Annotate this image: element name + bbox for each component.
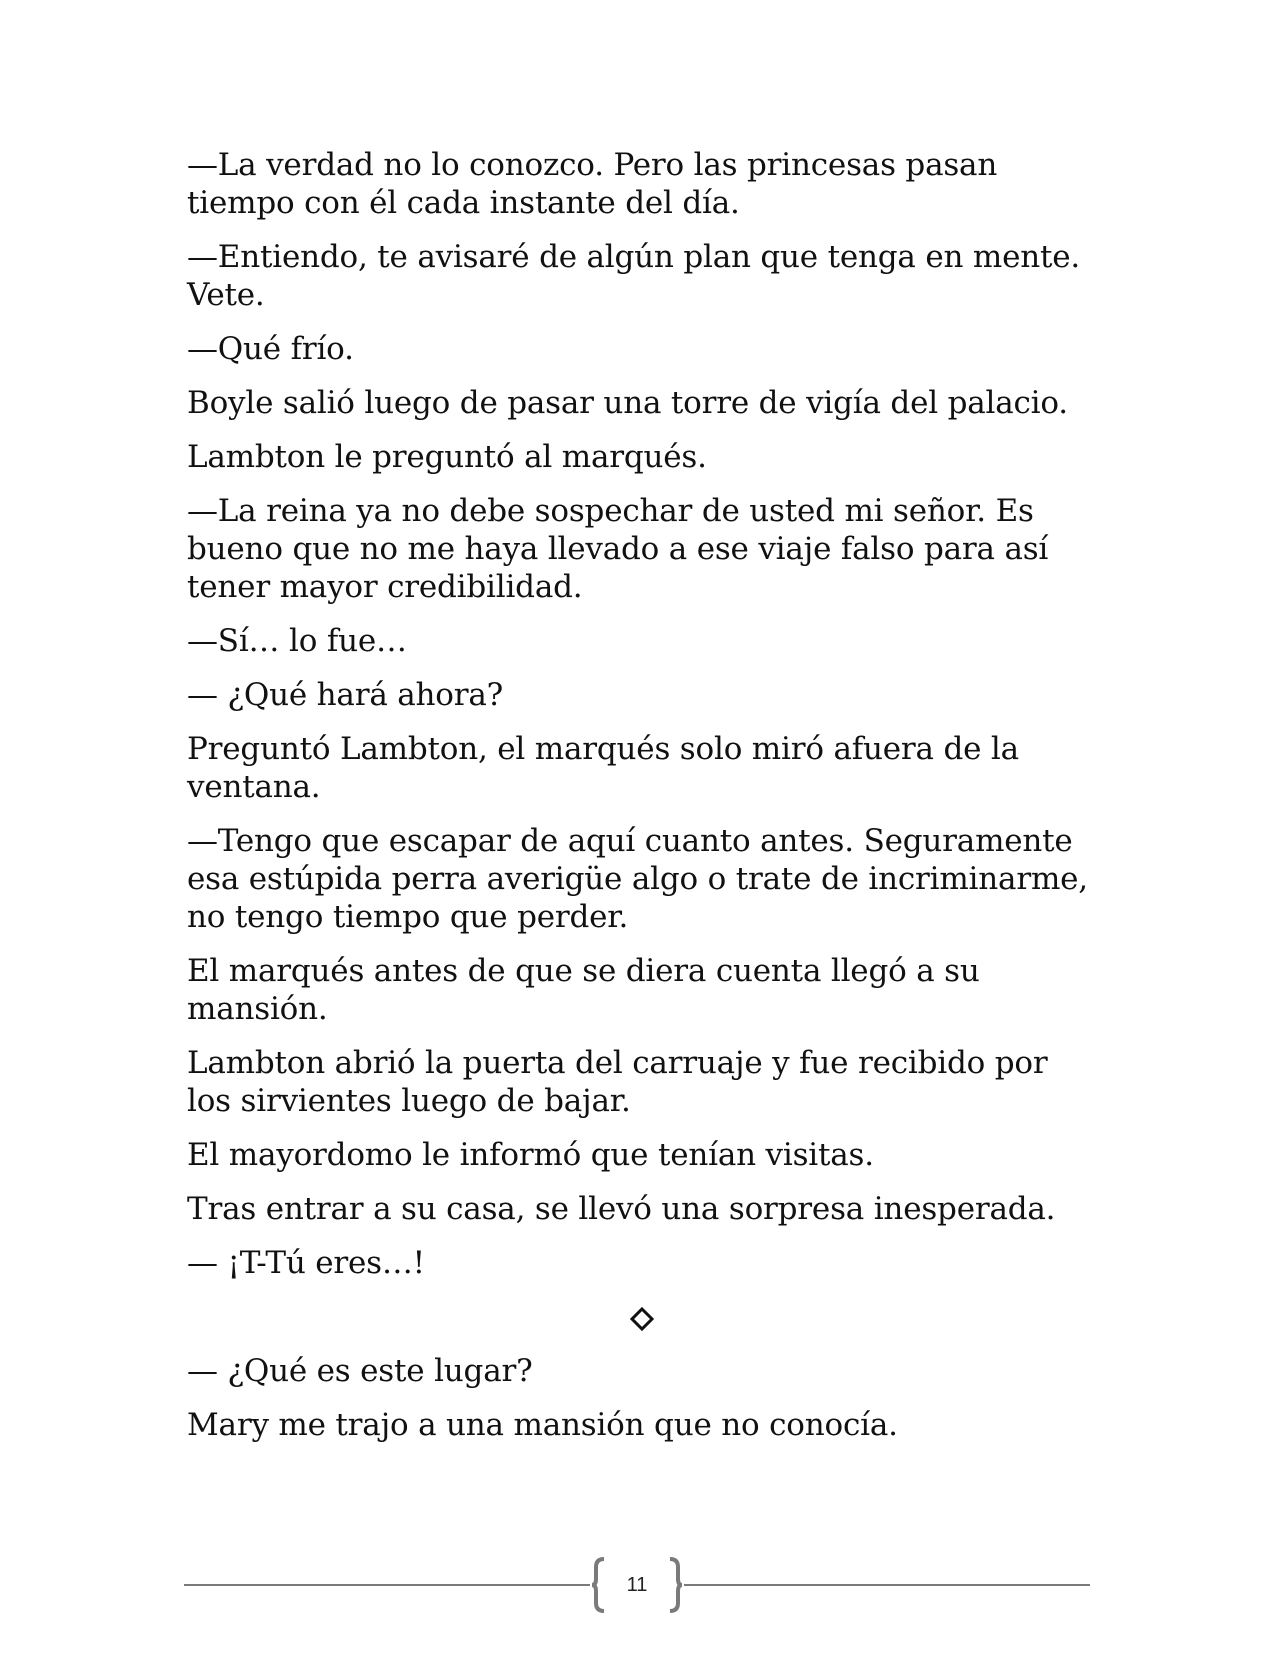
paragraph: Mary me trajo a una mansión que no conocía. [187, 1407, 898, 1443]
diamond-outline-icon [630, 1307, 654, 1331]
paragraph: —Tengo que escapar de aquí cuanto antes. Seguramente esa estúpida perra averigüe algo o trate de incriminarme, no tengo tiempo que perder. [187, 823, 1088, 935]
page-footer [184, 1555, 1090, 1615]
paragraph: Boyle salió luego de pasar una torre de vigía del palacio. [187, 385, 1068, 421]
paragraph: —Sí… lo fue… [187, 623, 407, 659]
page-number: 11 [626, 1574, 648, 1596]
paragraph: —La reina ya no debe sospechar de usted mi señor. Es bueno que no me haya llevado a ese viaje falso para así tener mayor credibilidad. [187, 493, 1049, 605]
scene-separator [187, 1298, 1097, 1336]
paragraph: Preguntó Lambton, el marqués solo miró afuera de la ventana. [187, 731, 1019, 805]
paragraph: El marqués antes de que se diera cuenta llegó a su mansión. [187, 953, 980, 1027]
paragraph: Tras entrar a su casa, se llevó una sorpresa inesperada. [187, 1191, 1056, 1227]
paragraph: Lambton abrió la puerta del carruaje y fue recibido por los sirvientes luego de bajar. [187, 1045, 1048, 1119]
page-body [187, 146, 1097, 1460]
paragraph: Lambton le preguntó al marqués. [187, 439, 707, 475]
paragraph: — ¿Qué hará ahora? [187, 677, 504, 713]
paragraph: El mayordomo le informó que tenían visitas. [187, 1137, 874, 1173]
right-brace-icon [668, 1555, 684, 1615]
footer-rule-right [684, 1584, 1090, 1586]
footer-rule-left [184, 1584, 590, 1586]
paragraph: —La verdad no lo conozco. Pero las princesas pasan tiempo con él cada instante del día. [187, 147, 998, 221]
paragraph: — ¿Qué es este lugar? [187, 1353, 533, 1389]
paragraph: —Qué frío. [187, 331, 354, 367]
paragraph: — ¡T-Tú eres…! [187, 1245, 425, 1281]
left-brace-icon [590, 1555, 606, 1615]
paragraph: —Entiendo, te avisaré de algún plan que tenga en mente. Vete. [187, 239, 1081, 313]
